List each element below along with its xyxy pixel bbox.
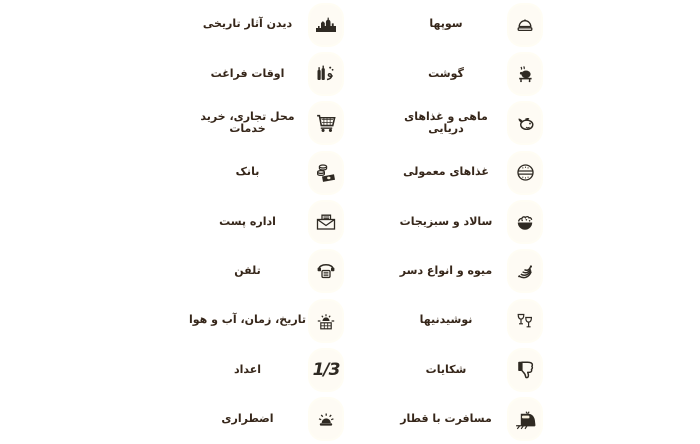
salad-bowl-icon — [507, 200, 543, 244]
menu-item-historic-monuments[interactable] — [159, 0, 353, 49]
menu-left — [159, 0, 353, 444]
menu-item-telephone[interactable] — [159, 247, 353, 296]
menu-item-train-travel[interactable] — [357, 395, 552, 444]
menu-item-post-office[interactable] — [159, 197, 353, 246]
menu-item-fish-seafood[interactable] — [357, 99, 552, 148]
fish-icon — [507, 101, 543, 145]
menu-item-label: تلفن — [234, 263, 261, 277]
menu-item-label: ماهی و غذاهای دریایی — [404, 109, 488, 136]
numbers-icon — [308, 348, 344, 392]
shopping-cart-icon — [308, 101, 344, 145]
menu-item-shopping[interactable] — [159, 99, 353, 148]
menu-item-label: مسافرت با قطار — [400, 411, 492, 425]
menu-item-label: اعداد — [233, 362, 262, 376]
menu-item-bank[interactable] — [159, 148, 353, 197]
post-office-icon — [308, 200, 344, 244]
menu-item-fruit-dessert[interactable] — [357, 247, 552, 296]
menu-item-label: تاریخ، زمان، آب و هوا — [189, 313, 306, 327]
menu-item-label: نوشیدنیها — [419, 313, 473, 327]
menu-right — [357, 0, 552, 444]
panel-general-topics — [159, 0, 353, 444]
menu-item-emergency[interactable] — [159, 395, 353, 444]
one-third-glyph: 1/3 — [312, 359, 340, 380]
menu-item-label: اضطراری — [221, 411, 274, 425]
menu-item-label: سوپها — [429, 17, 463, 31]
menu-item-label: سالاد و سبزیجات — [399, 214, 493, 228]
thumbs-down-icon — [507, 348, 543, 392]
menu-item-label: غذاهای معمولی — [403, 165, 489, 179]
drink-glasses-icon — [507, 299, 543, 343]
date-time-weather-icon — [308, 299, 344, 343]
menu-item-soups[interactable] — [357, 0, 552, 49]
soup-cloche-icon — [507, 3, 543, 47]
menu-item-label: گوشت — [428, 66, 464, 80]
train-icon — [507, 397, 543, 441]
menu-item-numbers[interactable] — [159, 345, 353, 394]
menu-item-label: اداره پست — [219, 214, 276, 228]
burger-icon — [507, 151, 543, 195]
menu-item-complaints[interactable] — [357, 345, 552, 394]
menu-item-meat[interactable] — [357, 49, 552, 98]
telephone-icon — [308, 249, 344, 293]
menu-item-regular-food[interactable] — [357, 148, 552, 197]
menu-item-label: بانک — [235, 165, 260, 179]
meat-icon — [507, 52, 543, 96]
bananas-icon — [507, 249, 543, 293]
panel-food-topics — [357, 0, 552, 444]
menu-item-label: محل تجاری، خرید خدمات — [200, 109, 295, 136]
menu-item-date-time-weather[interactable] — [159, 296, 353, 345]
leisure-icon — [308, 52, 344, 96]
historic-monuments-icon — [308, 3, 344, 47]
menu-item-salad-vegetables[interactable] — [357, 197, 552, 246]
menu-item-leisure[interactable] — [159, 49, 353, 98]
menu-item-label: اوقات فراغت — [210, 66, 285, 80]
bank-money-icon — [308, 151, 344, 195]
menu-item-label: میوه و انواع دسر — [399, 263, 493, 277]
menu-item-drinks[interactable] — [357, 296, 552, 345]
emergency-siren-icon — [308, 397, 344, 441]
menu-item-label: دیدن آثار تاریخی — [202, 17, 293, 31]
menu-item-label: شکایات — [425, 362, 467, 376]
